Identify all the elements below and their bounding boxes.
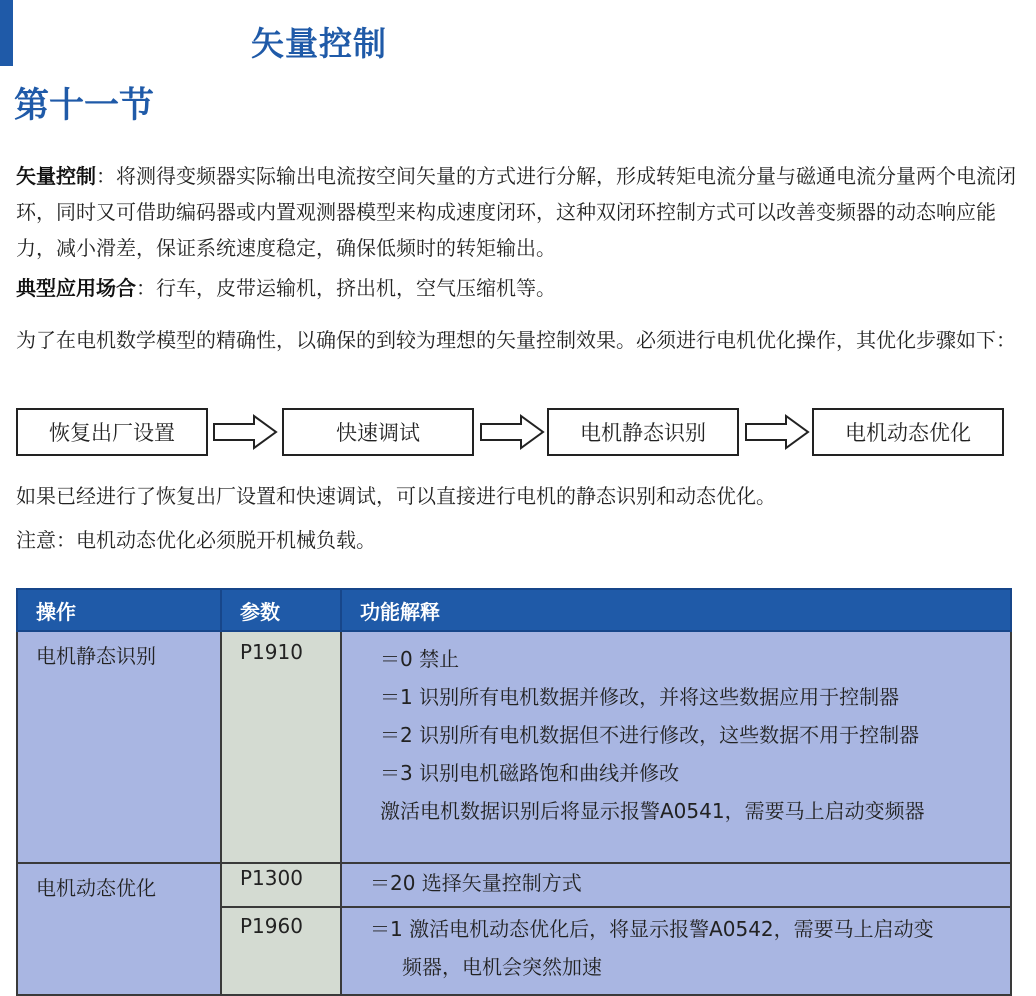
flow-step-dynamic-optimization: 电机动态优化 [812,408,1004,456]
cell-parameter: P1910 [221,631,341,863]
function-line: 频器，电机会突然加速 [402,955,602,979]
intro-text: 将测得变频器实际输出电流按空间矢量的方式进行分解，形成转矩电流分量与磁通电流分量两个电流闭环，同时又可借助编码器或内置观测器模型来构成速度闭环，这种双闭环控制方式可以改善变频器的动态响应能力，减小滑差，保证系统速度稳定，确保低频时的转矩输出。 [16,164,1016,260]
intro-paragraph [16,158,1016,266]
table-header-row [17,589,1011,631]
function-line: ＝0 禁止 [380,647,460,671]
applications-text: 行车，皮带运输机，挤出机，空气压缩机等。 [156,276,556,300]
optimization-flowchart [16,408,1006,460]
cell-function [341,631,1011,863]
table-row [17,863,1011,907]
intro-term: 矢量控制 [16,164,96,188]
function-line: ＝2 识别所有电机数据但不进行修改，这些数据不用于控制器 [380,723,920,747]
function-line: ＝1 激活电机动态优化后，将显示报警A0542，需要马上启动变 [370,917,934,941]
optimize-paragraph: 为了在电机数学模型的精确性，以确保的到较为理想的矢量控制效果。必须进行电机优化操作，其优化步骤如下： [16,328,1016,352]
flow-arrow-icon [479,414,545,450]
flow-step-factory-reset: 恢复出厂设置 [16,408,208,456]
cell-function [341,907,1011,995]
table-row [17,631,1011,863]
applications-term: 典型应用场合 [16,276,136,300]
applications-paragraph [16,270,1016,306]
cell-function [341,863,1011,907]
flow-step-static-identification: 电机静态识别 [547,408,739,456]
flow-step-quick-commissioning: 快速调试 [282,408,474,456]
function-line: 激活电机数据识别后将显示报警A0541，需要马上启动变频器 [380,799,925,823]
cell-parameter: P1960 [221,907,341,995]
parameter-table [16,588,1012,996]
cell-operation: 电机动态优化 [17,863,221,995]
cell-operation: 电机静态识别 [17,631,221,863]
note-paragraph: 注意：电机动态优化必须脱开机械负载。 [16,528,376,552]
function-line: ＝20 选择矢量控制方式 [370,871,582,895]
cell-parameter: P1300 [221,863,341,907]
intro-sep: ： [96,164,116,188]
flow-arrow-icon [212,414,278,450]
flow-arrow-icon [744,414,810,450]
header-function: 功能解释 [341,589,1011,631]
applications-sep: ： [136,276,156,300]
section-title: 第十一节 [14,86,155,126]
header-parameter: 参数 [221,589,341,631]
function-line: ＝3 识别电机磁路饱和曲线并修改 [380,761,680,785]
function-line: ＝1 识别所有电机数据并修改，并将这些数据应用于控制器 [380,685,900,709]
page-title: 矢量控制 [251,24,387,63]
after-flow-paragraph: 如果已经进行了恢复出厂设置和快速调试，可以直接进行电机的静态识别和动态优化。 [16,484,776,508]
accent-side-bar [0,0,13,66]
header-operation: 操作 [17,589,221,631]
